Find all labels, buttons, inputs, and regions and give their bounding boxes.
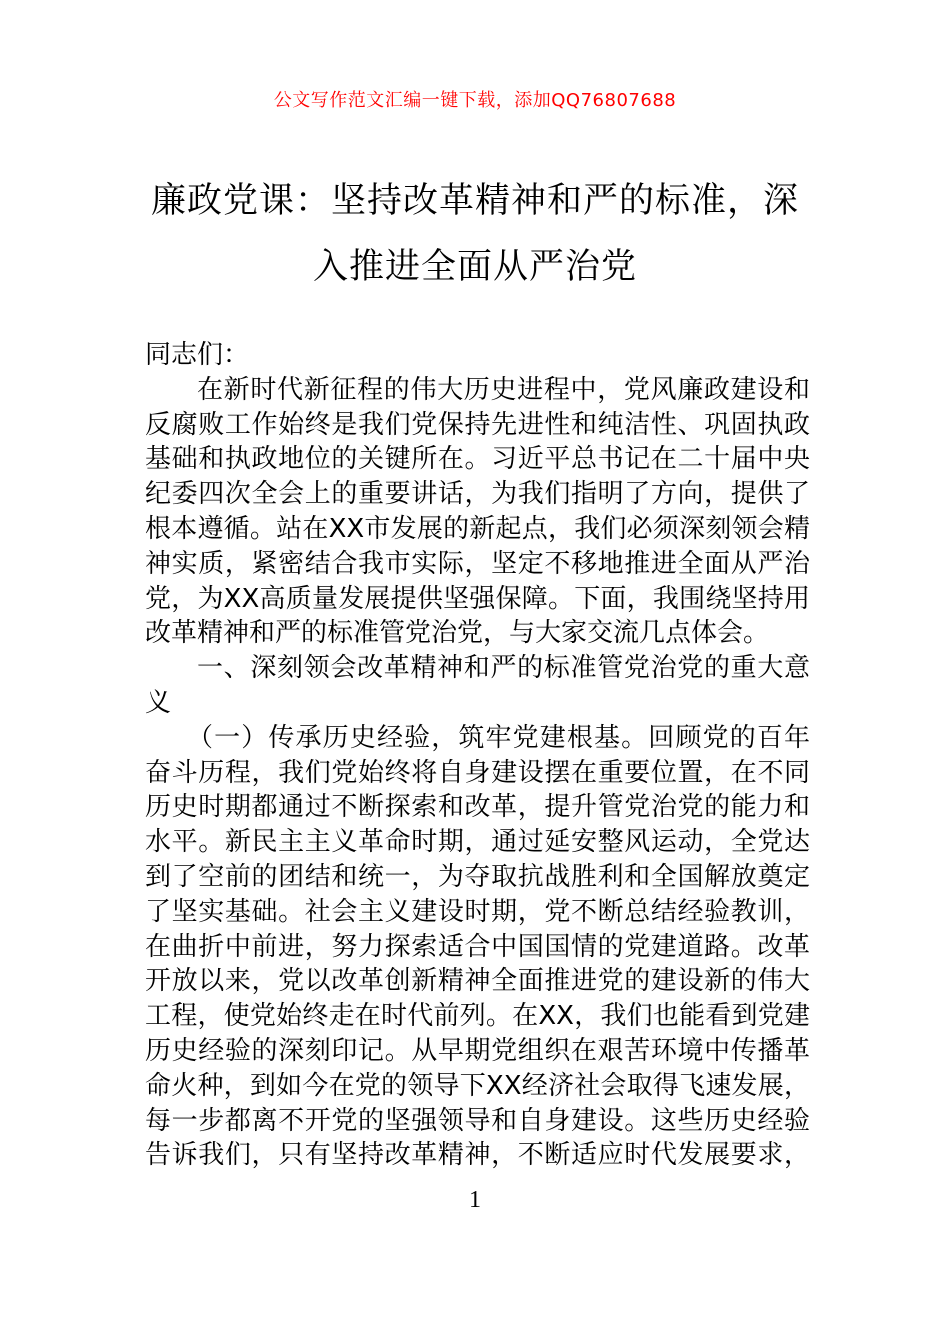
document-title: [140, 168, 810, 300]
paragraph-2-line: 命火种，到如今在党的领导下XX经济社会取得飞速发展，: [145, 1070, 810, 1101]
paragraph-2-line: 历史时期都通过不断探索和改革，提升管党治党的能力和: [145, 792, 810, 823]
paragraph-2-line: 水平。新民主主义革命时期，通过延安整风运动，全党达: [145, 827, 810, 858]
title-line-1: 廉政党课：坚持改革精神和严的标准，深: [150, 181, 799, 221]
paragraph-2-line: 在曲折中前进，努力探索适合中国国情的党建道路。改革: [145, 931, 810, 962]
paragraph-2-line: 了坚实基础。社会主义建设时期，党不断总结经验教训，: [145, 896, 810, 927]
paragraph-2-line: 历史经验的深刻印记。从早期党组织在艰苦环境中传播革: [145, 1035, 810, 1066]
paragraph-1-line: 改革精神和严的标准管党治党，与大家交流几点体会。: [145, 618, 770, 649]
paragraph-1-line: 基础和执政地位的关键所在。习近平总书记在二十届中央: [145, 444, 810, 475]
salutation: 同志们：: [145, 340, 250, 370]
paragraph-2-line: 到了空前的团结和统一，为夺取抗战胜利和全国解放奠定: [145, 861, 810, 892]
paragraph-1-line: 在新时代新征程的伟大历史进程中，党风廉政建设和: [197, 374, 810, 405]
paragraph-2-line: 奋斗历程，我们党始终将自身建设摆在重要位置，在不同: [145, 757, 810, 788]
download-notice: 公文写作范文汇编一键下载，添加QQ76807688: [273, 90, 677, 111]
title-line-2: 入推进全面从严治党: [312, 247, 637, 287]
section-heading-line: 义: [145, 687, 172, 718]
paragraph-1-line: 党，为XX高质量发展提供坚强保障。下面，我围绕坚持用: [145, 583, 810, 614]
paragraph-2-line: 开放以来，党以改革创新精神全面推进党的建设新的伟大: [145, 966, 810, 997]
paragraph-2-line: 工程，使党始终走在时代前列。在XX，我们也能看到党建: [145, 1001, 810, 1032]
document-body: [145, 338, 810, 1173]
paragraph-1-line: 纪委四次全会上的重要讲话，为我们指明了方向，提供了: [145, 479, 810, 510]
page-number: 1: [469, 1187, 481, 1213]
paragraph-1-line: 根本遵循。站在XX市发展的新起点，我们必须深刻领会精: [145, 513, 810, 544]
section-heading-line: 一、深刻领会改革精神和严的标准管党治党的重大意: [197, 653, 810, 684]
paragraph-2-line: （一）传承历史经验，筑牢党建根基。回顾党的百年: [187, 722, 810, 753]
paragraph-2-line: 告诉我们，只有坚持改革精神，不断适应时代发展要求，: [145, 1140, 810, 1171]
paragraph-1-line: 神实质，紧密结合我市实际，坚定不移地推进全面从严治: [145, 548, 810, 579]
paragraph-2-line: 每一步都离不开党的坚强领导和自身建设。这些历史经验: [145, 1105, 810, 1136]
paragraph-1-line: 反腐败工作始终是我们党保持先进性和纯洁性、巩固执政: [145, 409, 810, 440]
